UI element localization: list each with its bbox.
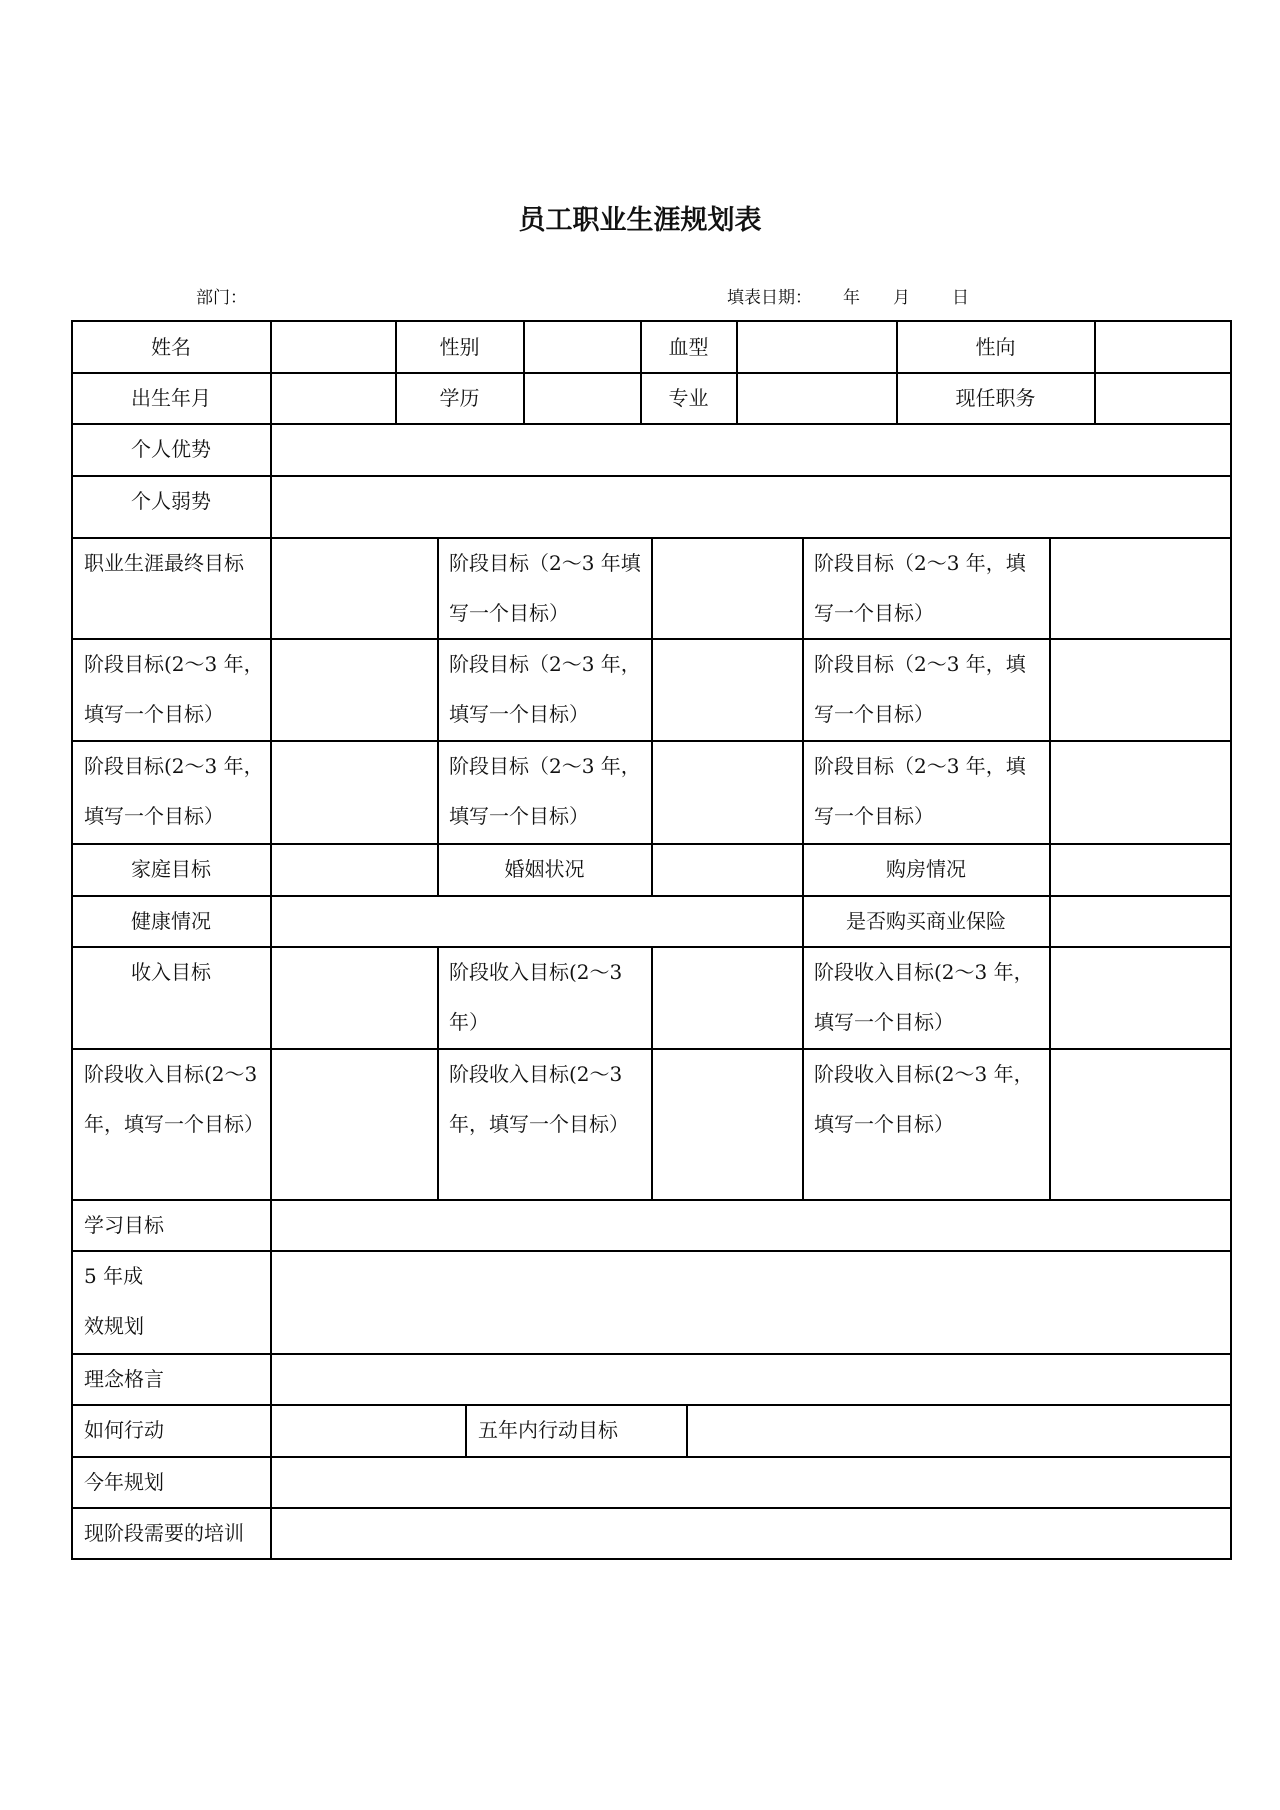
- label-stage-income: 阶段收入目标(2～3 年，填写一个目标）: [814, 960, 1034, 1034]
- dept-label: 部门：: [196, 288, 247, 308]
- label-housing: 购房情况: [886, 857, 966, 881]
- label-name: 姓名: [151, 335, 191, 359]
- year-label: 年: [843, 288, 860, 308]
- label-position: 现任职务: [955, 386, 1036, 410]
- label-weaknesses: 个人弱势: [131, 489, 211, 513]
- label-income-goal: 收入目标: [131, 960, 211, 984]
- label-insurance: 是否购买商业保险: [846, 909, 1006, 933]
- label-stage-goal: 阶段目标（2～3 年，填写一个目标）: [449, 754, 641, 828]
- label-career-final: 职业生涯最终目标: [84, 551, 244, 575]
- label-stage-goal: 阶段目标(2～3 年，填写一个目标）: [84, 754, 264, 828]
- label-major: 专业: [668, 386, 709, 410]
- label-stage-goal: 阶段目标（2～3 年，填写一个目标）: [814, 551, 1026, 625]
- label-stage-goal: 阶段目标(2～3 年，填写一个目标）: [84, 652, 264, 726]
- label-strengths: 个人优势: [131, 437, 211, 461]
- label-stage-goal: 阶段目标（2～3 年，填写一个目标）: [814, 754, 1026, 828]
- label-marriage: 婚姻状况: [504, 857, 585, 881]
- form-title: 员工职业生涯规划表: [518, 205, 762, 236]
- label-learning-goal: 学习目标: [84, 1213, 164, 1237]
- label-stage-goal: 阶段目标（2～3 年填写一个目标）: [449, 551, 641, 625]
- label-stage-income: 阶段收入目标(2～3 年，填写一个目标）: [449, 1062, 629, 1136]
- label-stage-goal: 阶段目标（2～3 年，填写一个目标）: [814, 652, 1026, 726]
- label-stage-goal: 阶段目标（2～3 年，填写一个目标）: [449, 652, 641, 726]
- label-this-year-plan: 今年规划: [84, 1470, 164, 1494]
- label-blood-type: 血型: [668, 335, 709, 359]
- label-motto: 理念格言: [84, 1367, 164, 1391]
- label-how-to-act: 如何行动: [84, 1418, 164, 1442]
- label-stage-income: 阶段收入目标(2～3 年，填写一个目标）: [814, 1062, 1034, 1136]
- label-training: 现阶段需要的培训: [84, 1521, 244, 1545]
- label-five-year-plan: 效规划: [84, 1314, 144, 1338]
- label-orientation: 性向: [975, 335, 1016, 359]
- label-stage-income: 阶段收入目标(2～3 年，填写一个目标）: [84, 1062, 264, 1136]
- label-gender: 性别: [439, 335, 480, 359]
- month-label: 月: [893, 288, 910, 308]
- label-birth: 出生年月: [131, 386, 211, 410]
- label-five-year-action: 五年内行动目标: [478, 1418, 618, 1442]
- day-label: 日: [952, 288, 969, 308]
- label-five-year-plan: 5 年成: [84, 1264, 144, 1288]
- date-label: 填表日期：: [727, 288, 812, 308]
- label-health: 健康情况: [131, 909, 211, 933]
- label-education: 学历: [439, 386, 480, 410]
- label-stage-income: 阶段收入目标(2～3 年）: [449, 960, 623, 1034]
- label-family-goal: 家庭目标: [131, 857, 211, 881]
